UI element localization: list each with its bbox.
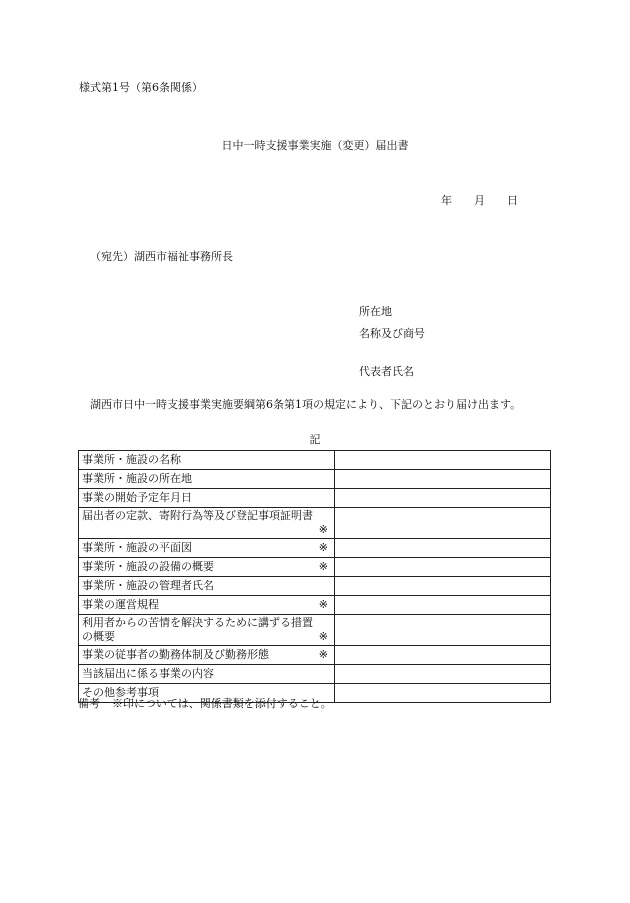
item-value[interactable]: [335, 665, 551, 684]
table-row: [79, 558, 551, 577]
applicant-block: [359, 305, 425, 387]
item-value[interactable]: [335, 615, 551, 646]
item-label: 事業所・施設の設備の概要 ※: [79, 558, 335, 577]
item-label: 届出者の定款、寄附行為等及び登記事項証明書 ※: [79, 508, 335, 539]
table-row: [79, 596, 551, 615]
remarks-note: ※印については、関係書類を添付すること。: [112, 697, 332, 710]
date-year: 年: [441, 194, 452, 207]
date-line: [441, 194, 518, 208]
item-label: 事業の従事者の勤務体制及び勤務形態 ※: [79, 646, 335, 665]
item-label: 当該届出に係る事業の内容: [79, 665, 335, 684]
table-row: [79, 665, 551, 684]
item-value[interactable]: [335, 539, 551, 558]
item-value[interactable]: [335, 508, 551, 539]
item-label: 事業所・施設の管理者氏名: [79, 577, 335, 596]
item-value[interactable]: [335, 596, 551, 615]
date-day: 日: [507, 194, 518, 207]
table-row: [79, 508, 551, 539]
table-row: [79, 577, 551, 596]
remarks: [78, 697, 332, 711]
item-label: 利用者からの苦情を解決するために講ずる措置 の概要 ※: [79, 615, 335, 646]
item-value[interactable]: [335, 489, 551, 508]
item-value[interactable]: [335, 470, 551, 489]
item-value[interactable]: [335, 558, 551, 577]
table-row: [79, 470, 551, 489]
item-value[interactable]: [335, 451, 551, 470]
table-row: [79, 539, 551, 558]
document-title: 日中一時支援事業実施（変更）届出書: [221, 139, 409, 152]
date-month: 月: [474, 194, 485, 207]
item-value[interactable]: [335, 684, 551, 703]
table-row: [79, 489, 551, 508]
ki-heading: 記: [309, 433, 321, 446]
item-label: 事業所・施設の名称: [79, 451, 335, 470]
table-row: [79, 451, 551, 470]
items-table: [78, 450, 551, 703]
item-label: 事業所・施設の所在地: [79, 470, 335, 489]
form-number: 様式第1号（第6条関係）: [79, 81, 203, 94]
item-label: 事業の開始予定年月日: [79, 489, 335, 508]
item-value[interactable]: [335, 577, 551, 596]
item-label: 事業所・施設の平面図 ※: [79, 539, 335, 558]
item-value[interactable]: [335, 646, 551, 665]
body-text: 湖西市日中一時支援事業実施要綱第6条第1項の規定により、下記のとおり届け出ます。: [90, 398, 522, 411]
address-label: 所在地: [359, 305, 392, 318]
table-row: [79, 646, 551, 665]
table-row: [79, 615, 551, 646]
addressee: （宛先）湖西市福祉事務所長: [90, 250, 233, 263]
representative-label: 代表者氏名: [359, 365, 414, 378]
item-label: その他参考事項: [79, 684, 335, 703]
name-label: 名称及び商号: [359, 327, 425, 340]
item-label: 事業の運営規程 ※: [79, 596, 335, 615]
remarks-label: 備考: [78, 697, 100, 710]
